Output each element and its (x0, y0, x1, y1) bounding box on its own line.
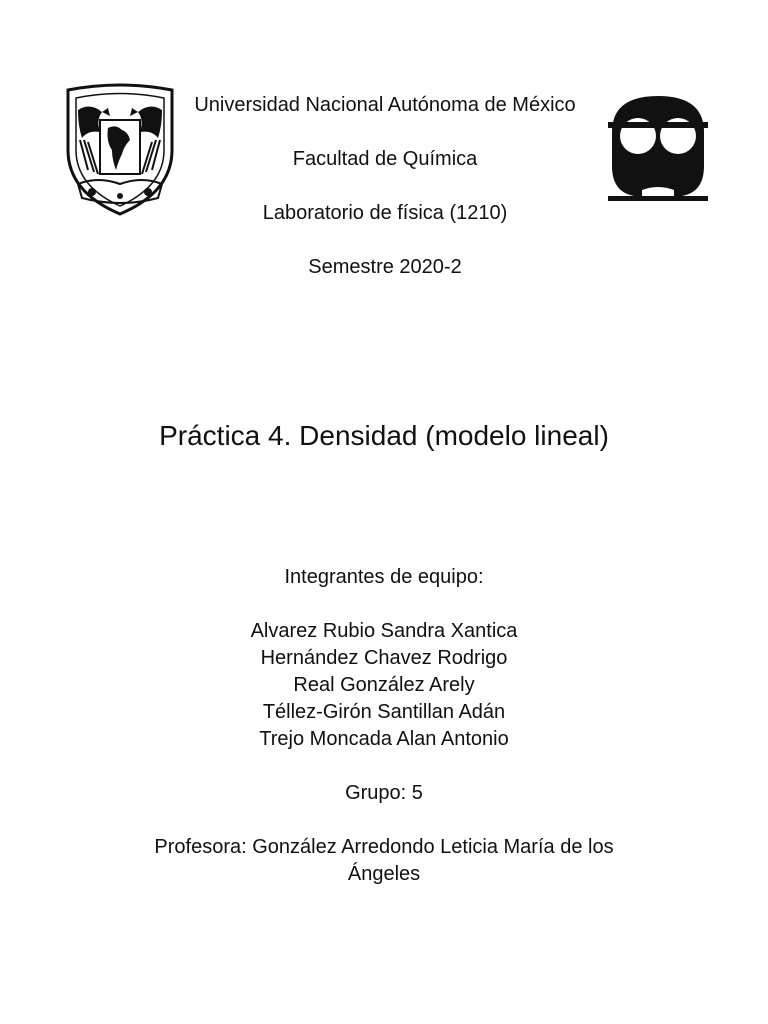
team-section (60, 564, 708, 888)
teacher-name-continued: Ángeles (347, 863, 421, 885)
list-item: Trejo Moncada Alan Antonio (259, 728, 509, 750)
faculty-name: Facultad de Química (292, 148, 478, 170)
list-item: Téllez-Girón Santillan Adán (262, 701, 506, 723)
unam-seal-icon (58, 80, 182, 220)
fq-owl-logo-icon (598, 92, 718, 204)
group-number: Grupo: 5 (345, 782, 423, 804)
institution-header (190, 92, 580, 281)
semester: Semestre 2020-2 (308, 256, 462, 278)
list-item: Real González Arely (293, 674, 475, 696)
member-list (60, 618, 708, 753)
lab-name: Laboratorio de física (1210) (262, 202, 508, 224)
university-name: Universidad Nacional Autónoma de México (194, 94, 576, 116)
practice-title: Práctica 4. Densidad (modelo lineal) (159, 420, 609, 451)
list-item: Hernández Chavez Rodrigo (260, 647, 508, 669)
fq-owl-logo (598, 92, 718, 204)
list-item: Alvarez Rubio Sandra Xantica (250, 620, 518, 642)
unam-seal-logo (58, 80, 182, 220)
teacher-name: Profesora: González Arredondo Leticia María de los (154, 836, 614, 858)
team-label: Integrantes de equipo: (284, 566, 484, 588)
